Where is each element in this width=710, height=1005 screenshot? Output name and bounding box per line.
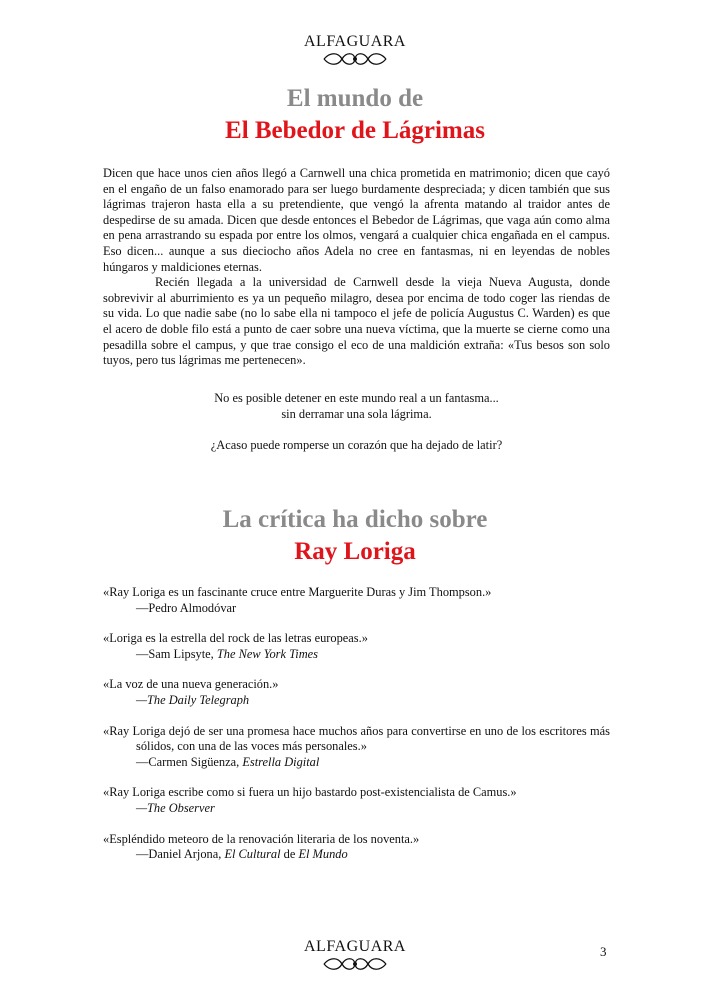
page-number: 3 bbox=[600, 944, 607, 959]
quote-item bbox=[103, 724, 610, 771]
quote-item bbox=[103, 832, 610, 863]
quote-attribution: —Sam Lipsyte, The New York Times bbox=[136, 646, 318, 661]
quote-text: «Loriga es la estrella del rock de las letras europeas.» bbox=[103, 631, 368, 646]
critic-quotes bbox=[103, 585, 610, 878]
quote-text: «Ray Loriga escribe como si fuera un hijo bastardo post-existencialista de Camus.» bbox=[103, 785, 517, 800]
quote-attribution: —Daniel Arjona, El Cultural de El Mundo bbox=[136, 847, 348, 862]
section1-heading-red: El Bebedor de Lágrimas bbox=[225, 117, 485, 144]
publisher-name: ALFAGUARA bbox=[304, 938, 406, 955]
tagline-line-3: ¿Acaso puede romperse un corazón que ha dejado de latir? bbox=[210, 438, 503, 452]
publisher-logo-top bbox=[0, 33, 710, 67]
logo-flourish-icon bbox=[320, 51, 390, 67]
quote-item bbox=[103, 785, 610, 816]
quote-attribution: —Carmen Sigüenza, Estrella Digital bbox=[136, 754, 320, 769]
tagline-line-1: No es posible detener en este mundo real a un fantasma... bbox=[214, 391, 499, 405]
tagline-line-2: sin derramar una sola lágrima. bbox=[281, 406, 432, 421]
tagline-block bbox=[103, 391, 610, 422]
section1-heading-gray: El mundo de bbox=[286, 85, 424, 112]
quote-item bbox=[103, 677, 610, 708]
quote-attribution: —The Observer bbox=[136, 800, 215, 815]
synopsis-paragraph-2: Recién llegada a la universidad de Carnwell desde la vieja Nueva Augusta, donde sobrevivir al aburrimiento es ya un pequeño milagro, desea por encima de todo coger las riendas de su vida. Lo que nadie sabe (no lo sabe ella ni tampoco el jefe de policía Augustus C. Warden) es que el acero de doble filo está a punto de caer sobre una nueva víctima, que la muerte se cierne como una pesadilla sobre el campus, y que trae consigo el eco de una maldición extraña: «Tus besos son solo tuyos, pero tus lágrimas me pertenecen». bbox=[103, 275, 610, 368]
quote-attribution: —The Daily Telegraph bbox=[136, 692, 250, 707]
tagline-question bbox=[103, 438, 610, 454]
quote-item bbox=[103, 585, 610, 616]
section2-heading-red: Ray Loriga bbox=[294, 538, 416, 565]
quote-attribution: —Pedro Almodóvar bbox=[136, 600, 237, 615]
quote-text: «Espléndido meteoro de la renovación literaria de los noventa.» bbox=[103, 831, 420, 846]
logo-flourish-icon bbox=[320, 956, 390, 972]
quote-text: «La voz de una nueva generación.» bbox=[103, 677, 279, 692]
synopsis-paragraph-1: Dicen que hace unos cien años llegó a Carnwell una chica prometida en matrimonio; dicen que cayó en el engaño de un falso enamorado para ser luego burdamente despreciada; y dicen también que sus lágrimas trajeron hasta ella a su pretendiente, que vengó la afrenta matando al traidor antes de despedirse de su amada. Dicen que desde entonces el Bebedor de Lágrimas, que vaga aún como alma en pena arrastrando su espada por entre los olmos, vengará a cualquier chica engañada en el campus. Eso dicen... aunque a sus dieciocho años Adela no cree en fantasmas, ni en leyendas de nobles húngaros y maldiciones eternas. bbox=[103, 166, 610, 274]
section2-heading-gray: La crítica ha dicho sobre bbox=[222, 506, 488, 533]
publisher-name: ALFAGUARA bbox=[304, 33, 406, 50]
quote-text: «Ray Loriga es un fascinante cruce entre Marguerite Duras y Jim Thompson.» bbox=[103, 585, 492, 599]
quote-text: «Ray Loriga dejó de ser una promesa hace muchos años para convertirse en uno de los escritores más sólidos, con una de las voces más personales.» bbox=[103, 723, 610, 754]
quote-item bbox=[103, 631, 610, 662]
synopsis bbox=[103, 166, 610, 369]
